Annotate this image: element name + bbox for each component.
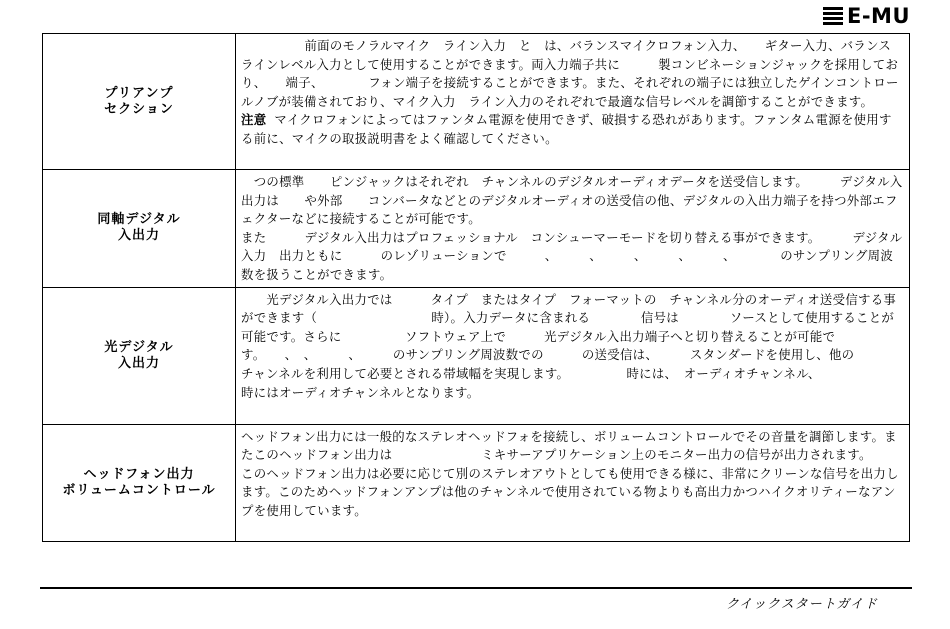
table-row-preamp [43,34,910,170]
row-body-preamp [236,34,910,170]
footer-divider [40,587,912,589]
row-label-optical: 光デジタル 入出力 [43,287,236,424]
note-label: 注意 [241,112,267,128]
emu-logo [823,5,910,27]
headphone-paragraph-1: ヘッドフォン出力には一般的なステレオヘッドフォを接続し、ボリュームコントロールでその音量を調節します。またこのヘッドフォン出力は ミキサーアプリケーション上のモニター出力の信号が出力されます。 [241,428,897,463]
logo-bars-icon [823,7,843,25]
row-body-headphone [236,424,910,541]
row-body-optical [236,287,910,424]
headphone-paragraph-2: このヘッドフォン出力は必要に応じて別のステレオアウトとしても使用できる様に、非常にクリーンな信号を出力します。このためヘッドフォンアンプは他のチャンネルで使用されている物よりも高出力かつハイクオリティーなアンプを使用しています。 [241,465,899,518]
table-row-headphone [43,424,910,541]
table-row-optical [43,287,910,424]
coaxial-paragraph-1: つの標準 ピンジャックはそれぞれ チャンネルのデジタルオーディオデータを送受信します。 デジタル入出力は や外部 コンバータなどとのデジタルオーディオの送受信の他、デジタルの入出力端子を持つ外部エフェクターなどに接続することが可能です。 [241,174,903,227]
table-row-coaxial [43,170,910,288]
spec-table [42,33,910,542]
preamp-note [241,111,903,148]
note-text: マイクロフォンによってはファンタム電源を使用できず、破損する恐れがあります。ファンタム電源を使用する前に、マイクの取扱説明書をよく確認してください。 [241,112,892,146]
optical-paragraph: 光デジタル入出力では タイプ またはタイプ フォーマットの チャンネル分のオーディオ送受信する事ができます（ 時）。入力データに含まれる 信号は ソースとして使用することが可能です。さらに ソフトウェア上で 光デジタル入出力端子へと切り替えることが可能です。 、 、 、 のサンプリング周波数での の送受信は、 スタンダードを使用し、他の チャンネルを利用して必要とされる帯域幅を実現します。 時には、 オーディオチャンネル、 時にはオーディオチャンネルとなります。 [241,291,897,400]
row-label-preamp: プリアンプ セクション [43,34,236,170]
row-body-coaxial [236,170,910,288]
coaxial-paragraph-2: また デジタル入出力はプロフェッショナル コンシューマーモードを切り替える事ができます。 デジタル入力 出力ともに のレゾリューションで 、 、 、 、 、 のサンプリング周波数を扱うことができます。 [241,229,903,282]
preamp-description: 前面のモノラルマイク ライン入力 と は、バランスマイクロフォン入力、 ギター入力、バランスラインレベル入力として使用することができます。両入力端子共に 製コンビネーションジャックを採用しており、 端子、 フォン端子を接続することができます。また、それぞれの端子には独立したゲインコントロールノブが装備されており、マイク入力 ライン入力のそれぞれで最適な信号レベルを調節することができます。 [241,38,899,109]
footer-guide-title: クイックスタートガイド [725,597,878,612]
row-label-coaxial: 同軸デジタル 入出力 [43,170,236,288]
logo-text: E-MU [846,4,910,28]
row-label-headphone: ヘッドフォン出力 ボリュームコントロール [43,424,236,541]
